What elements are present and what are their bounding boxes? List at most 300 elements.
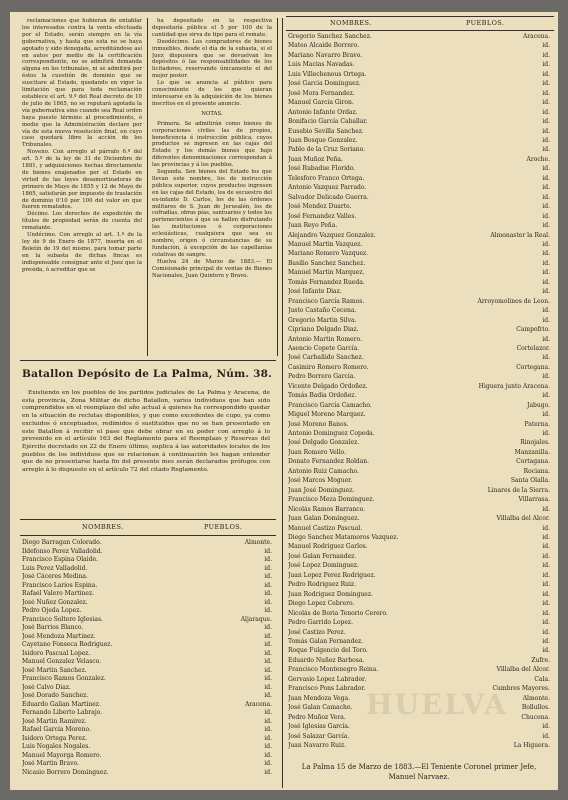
list-item [288,580,550,589]
town-name: id. [542,600,550,608]
person-name: Tomás Badia Ordoñez. [288,392,357,400]
person-name: Tomás Galan Fernandez. [288,638,364,645]
list-item [22,616,272,625]
battalion-title: Batallon Depósito de La Palma, Núm. 38. [22,368,273,380]
town-name: id. [264,564,272,572]
notas-heading: NOTAS. [201,110,223,117]
list-item [288,741,550,750]
town-name: id. [542,184,550,192]
list-item [22,743,272,752]
town-name: id. [264,709,272,716]
person-name: José Rubadue Florido. [288,165,356,173]
person-name: José Nuñez Gonzalez. [22,598,88,606]
paragraph: Segunda. Son bienes del Estado los que llevan este nombre, los de instrucción pública superior, cuyos productos ingresen en las cajas del Estado, los de secuestro del ex-infante D. Carlos, los de las órdenes militares de S. Juan de Jerusalén, los de cofradías, obras pías, santuarios y todos los pertenecientes á que se hallen disfrutando las instituciones ó corporaciones eclesiásticas, cualquiera que sea su nombre, origen ó circunstancias de su fundación, á excepción de las capellanías colativas de sangre. [152,169,272,258]
person-name: José Galan Fernandez. [288,552,357,560]
list-item [288,410,550,419]
list-item [288,429,550,438]
person-name: José Lopez Dominguez. [288,562,359,570]
town-name: id. [542,552,550,560]
person-name: Francisco Soltero Iglesias. [22,615,103,623]
signature-line: La Palma 15 de Marzo de 1883.—El Teniente Coronel primer Jefe, Manuel Narvaez. [301,763,537,781]
paragraph: Noveno. Con arreglo al párrafo 6.º del art. 5.º de la ley de 31 de Diciembre de 1881, y adquisiciones hechas directamente de bienes enajenados por el Estado en virtud de las leyes desamortizadoras de primero de Mayo de 1855 y 12 de Mayo de 1865, satisfarán por impuesto de traslación de dominio 0'10 por 100 del valor en que fueren rematados. [22,149,142,211]
list-item [288,98,550,107]
list-item [288,420,550,429]
list-item [22,684,272,693]
person-name: Juan Mendoza Vega. [288,694,350,702]
person-name: Manuel Mayorga Romero. [22,751,102,759]
person-name: Antonio Vazquez Parrado. [288,184,367,192]
list-item [22,667,272,676]
person-name: José Mendoza Martinez. [22,632,96,640]
town-name: La Higuera. [513,741,550,749]
list-item [288,193,550,202]
town-name: Villalba del Alcor. [496,515,550,523]
list-item [22,769,272,778]
person-name: Miguel Moreno Marquez. [288,411,366,419]
town-name: id. [264,683,272,691]
town-name: id. [542,723,550,731]
town-name: id. [542,430,550,438]
person-name: Francisco Larios Espina. [22,581,98,589]
town-name: Cumbres Mayores. [492,685,550,693]
town-name: id. [264,666,272,674]
person-name: Juan Navarro Ruiz. [288,741,347,749]
list-item [288,628,550,637]
person-name: Salvador Delicado Guerra. [288,193,369,201]
town-name: id. [264,624,272,631]
person-name: José Castizo Perez. [288,628,346,636]
town-name: id. [264,658,272,665]
list-item [288,202,550,211]
list-item [288,221,550,230]
town-name: id. [542,80,550,88]
town-name: id. [542,51,550,59]
town-name: id. [542,590,550,598]
town-name: Chucena. [521,713,550,721]
list-item [288,438,550,447]
town-name: Bollullos. [521,704,550,712]
list-item [288,51,550,60]
person-name: Juan Rodriguez Dominguez. [288,590,373,598]
list-item [22,590,272,599]
person-name: Basilio Sanchez Sanchez. [288,259,366,267]
town-name: id. [542,165,550,173]
person-name: José Garcia Dominguez. [288,80,361,88]
person-name: Nicasio Borrero Dominguez. [22,768,109,776]
person-name: Antonio Martin Romero. [288,335,362,343]
town-name: id. [264,547,272,555]
person-name: Pedro Muñoz Vera. [288,713,346,721]
list-item [288,117,550,126]
town-name: id. [542,609,550,617]
town-name: id. [264,760,272,767]
town-name: Campofrio. [516,326,550,334]
list-item [288,609,550,618]
list-item [22,548,272,557]
town-name: Almonte. [244,539,272,546]
list-item [288,79,550,88]
town-name: id. [542,61,550,69]
person-name: Ildefonso Perez Valladolid. [22,547,103,555]
person-name: Juan Bosque Gonzalez. [288,136,358,144]
list-header-rule-bottom [20,535,276,536]
person-name: Luis Perez Valladolid. [22,564,88,572]
town-name: Arroyomolinos de Leon. [477,297,550,305]
list-item [288,533,550,542]
names-header: NOMBRES. [82,523,124,531]
town-name: id. [542,70,550,78]
list-item [288,505,550,514]
town-name: id. [542,212,550,220]
town-name: id. [542,647,550,655]
town-name: id. [542,392,550,400]
person-name: Bonifacio García Caballar. [288,118,368,126]
list-item [288,665,550,674]
person-name: Gervasio Lopez Labrador. [288,675,367,683]
town-name: Jabugo. [527,401,550,409]
town-name: Santa Olalla. [510,477,550,485]
town-name: id. [542,250,550,258]
town-name: id. [542,288,550,296]
person-name: Eusebio Sevilla Sanchez. [288,127,364,135]
person-name: Nicolás Ramos Barranco. [288,505,366,513]
town-name: id. [542,505,550,513]
town-name: id. [264,649,272,657]
right-header-rule-bottom [286,30,554,31]
list-item [288,212,550,221]
town-name: id. [264,675,272,682]
person-name: Alejandro Vazquez Gonzalez. [288,231,376,239]
town-name: id. [542,269,550,277]
list-item [288,127,550,136]
person-name: Rafael García Moreno. [22,726,91,733]
text-column-2 [152,18,272,356]
column-divider [277,18,278,356]
town-name: Cortelazor. [516,344,550,352]
town-name: id. [264,573,272,580]
person-name: Casimiro Romero Romero. [288,363,369,371]
town-name: id. [264,641,272,648]
list-item [288,155,550,164]
paragraph: Primera. Se admitirán como bienes de corporaciones civiles las de propios, beneficencia é instrucción pública, cuyos productos se ingresen en las cajas del Estado y los demás bienes que bajo diferentes denominaciones correspondan á las provincias y á los pueblos. [152,120,272,169]
town-name: id. [542,638,550,645]
paragraph: reclamaciones que hubieran de entablar los interesados contra la venta efectuada por el Estado, serán siempre en la vía gubernativa, y hasta que esta no se haya agotado y sido denegada, acreditándose así en autos por medio de la certificación correspondiente, no se admitirá demanda alguna en los tribunales, ni se admitirá por éstos la cuestión de dominio que se suscitare al Estado, quedando en vigor la limitación que para toda reclamación establece el art. 9.º del Real decreto de 10 de julio de 1865, no se reputará agotada la vía gubernativa sino cuando sea Real orden haya puesto término al procedimiento, ó medie que la Administración declare por vía de esta nueva resolución final, en cuyo caso quedará libre la acción de los Tribunales. [22,18,142,149]
town-name: Villalba del Alcor. [496,666,550,674]
town-name: id. [542,146,550,154]
list-item [288,174,550,183]
text-column-1 [22,18,142,356]
list-item [288,646,550,655]
list-item [288,268,550,277]
town-name: id. [542,307,550,315]
town-name: id. [542,118,550,126]
list-item [288,656,550,665]
list-item [288,306,550,315]
town-name: id. [542,619,550,627]
list-item [22,556,272,565]
town-name: id. [264,692,272,699]
right-towns-header: PUEBLOS. [466,19,505,27]
list-item [288,391,550,400]
list-item [288,457,550,466]
person-name: Tomás Fernandez Rueda. [288,278,365,286]
person-name: Eduardo Galían Martinez. [22,700,101,708]
town-name: Manzanilla. [514,448,550,456]
town-name: Zufre. [531,656,550,664]
list-item [288,467,550,476]
person-name: Nicolás de Boria Tenorio Cerero. [288,609,388,617]
person-name: Juan Romero Vello. [288,448,346,456]
person-name: José Marcos Moguer. [288,477,353,485]
list-item [288,732,550,741]
person-name: Pedro Borrero García. [288,373,356,381]
paragraph: Duodécimo. Los compradores de bienes inmuebles, desde el día de la subasta, si el Juez dispusiera que se devuelvan los depósitos ó las responsabilidades de los licitadores, reservando únicamente el del mejor postor. [152,38,272,80]
person-name: Manuel Martin Vazquez. [288,240,363,248]
paragraph: Huelva 24 de Marzo de 1883.— El Comisionado principal de ventas de Bienes Nacionales, Juan Quintero y Bravo. [152,258,272,279]
list-item [288,552,550,561]
town-name: id. [542,193,550,201]
list-item [288,183,550,192]
list-item [288,89,550,98]
town-name: id. [264,717,272,725]
list-item [288,316,550,325]
paragraph: Décimo. Los derechos de expedición de títulos de propiedad serán de cuenta del rematante. [22,211,142,232]
list-item [288,297,550,306]
person-name: Manuel Martin Marquez. [288,269,365,277]
person-name: Cipriano Delgado Diaz. [288,326,359,334]
town-name: id. [542,524,550,532]
town-name: id. [542,373,550,381]
town-name: id. [264,632,272,640]
town-name: id. [264,734,272,742]
person-name: José Calvo Diaz. [22,683,71,691]
town-name: id. [542,42,550,50]
list-item [288,561,550,570]
list-item [22,641,272,650]
list-item [22,658,272,667]
person-name: Rafael Valero Martinez. [22,590,95,597]
person-name: Juan Muñoz Peña. [288,155,343,163]
person-name: Diego Barragan Colorado. [22,539,102,546]
town-name: id. [542,562,550,570]
list-item [22,735,272,744]
person-name: José Carbañido Sanchez. [288,354,364,362]
person-name: Antonio Infante Ordaz. [288,108,358,116]
person-name: Fernando Liberto Labrajo. [22,709,103,716]
list-item [288,542,550,551]
person-name: Francisco Meza Dominguez. [288,496,375,504]
column-divider [147,18,148,356]
town-name: Cortagana. [516,458,550,466]
towns-header: PUEBLOS. [204,523,243,531]
list-item [288,382,550,391]
right-column-divider [282,18,283,788]
list-item [22,752,272,761]
list-item [288,70,550,79]
list-item [22,539,272,548]
right-names-header: NOMBRES. [330,19,372,27]
person-name: Roque Fulgencio del Toro. [288,647,368,655]
list-item [22,650,272,659]
paragraph: Undécimo. Con arreglo al art. 1.º de la ley de 9 de Enero de 1877, inserta en el Boletín de 19 del mismo, para tomar parte en la subasta de dichas fincas es indispensable consignar ante el Juez que la presida, ó acreditar que se [22,232,142,273]
person-name: Manuel Rodriguez Garlos. [288,543,368,551]
list-item [288,240,550,249]
town-name: Almonte. [522,694,550,702]
town-name: Rinojales. [520,439,550,447]
town-name: Almonaster la Real. [490,231,550,239]
person-name: Manuel Garcia Giron. [288,99,354,107]
person-name: Isidoro Ortega Perez. [22,734,88,742]
list-item [22,599,272,608]
person-name: José Infante Diaz. [288,288,342,296]
person-name: José Dorado Sanchez. [22,692,89,699]
town-name: id. [542,534,550,542]
list-item [288,287,550,296]
person-name: José Galan Camacho. [288,704,353,712]
person-name: José Mendez Duarte. [288,203,352,211]
person-name: José Martin Bravo. [22,760,79,767]
person-name: Juan José Dominguez. [288,486,355,494]
town-name: Cortegana. [516,363,550,371]
town-name: id. [542,203,550,211]
person-name: Mariano Romero Vazquez. [288,250,369,258]
section-rule [20,360,276,361]
list-item [288,486,550,495]
list-item [288,571,550,580]
person-name: Francisco Ramos Gonzalez. [22,675,106,682]
list-item [288,344,550,353]
right-header-rule-top [286,16,554,17]
person-name: Donato Fernandez Roldan. [288,458,370,466]
town-name: Higuera junto Aracena. [478,382,550,390]
person-name: Juan Lopez Perez Rodriguez. [288,571,376,579]
list-item [288,259,550,268]
list-item [22,760,272,769]
list-item [288,145,550,154]
town-name: id. [542,628,550,636]
town-name: id. [542,335,550,343]
list-header-rule-top [20,519,276,520]
battalion-names-list [22,539,272,777]
list-item [22,675,272,684]
town-name: id. [264,598,272,606]
person-name: Juan Galan Dominguez. [288,515,360,523]
person-name: Francisco García Ramos. [288,297,365,305]
list-item [288,249,550,258]
town-name: id. [542,99,550,107]
list-item [288,136,550,145]
person-name: José Iglesias García. [288,723,350,731]
person-name: José Delgado Gonzalez. [288,439,360,447]
town-name: Cala. [534,675,550,683]
list-item [22,624,272,633]
person-name: Luis Nogales Nogales. [22,743,91,750]
person-name: Manuel Gonzalez Velasco. [22,658,102,665]
person-name: José Moreno Banos. [288,420,349,428]
person-name: José Martin Sanchez. [22,666,87,674]
town-name: id. [542,108,550,116]
town-name: Paterna. [524,420,550,428]
person-name: Diego Lopez Cebrero. [288,600,355,608]
list-item [22,701,272,710]
person-name: José Salazar García. [288,732,350,740]
town-name: id. [542,571,550,579]
newspaper-page [10,12,558,790]
list-item [288,448,550,457]
town-name: id. [542,89,550,97]
list-item [288,372,550,381]
town-name: id. [542,136,550,144]
list-item [288,32,550,41]
person-name: Mateo Alcaide Borrero. [288,42,360,50]
list-item [288,325,550,334]
town-name: id. [542,411,550,419]
person-name: Pedro Garrido Lopez. [288,619,353,627]
person-name: Telesforo Franco Ortega. [288,174,365,182]
library-watermark: HUELVA [366,688,508,721]
list-item [22,692,272,701]
person-name: Francisco Montenegro Reina. [288,666,379,674]
list-item [22,633,272,642]
person-name: Juan Reyo Peña. [288,222,338,230]
town-name: id. [264,556,272,563]
person-name: Isidoro Pascual Lopez. [22,649,91,657]
list-item [288,599,550,608]
person-name: Francisco García Camacho. [288,401,372,409]
list-item [288,514,550,523]
list-item [288,335,550,344]
list-item [288,524,550,533]
town-name: id. [264,581,272,589]
person-name: Antonio Dominguez Copeda. [288,430,375,438]
town-name: id. [542,732,550,740]
list-item [288,164,550,173]
person-name: Francisco Pons Labrador. [288,685,366,693]
list-item [22,726,272,735]
person-name: Pedro Ojeda Lopez. [22,607,82,614]
town-name: id. [542,222,550,230]
list-item [288,675,550,684]
person-name: Vicente Delgado Ordoñez. [288,382,368,390]
person-name: Gregorio Martin Silva. [288,316,357,324]
person-name: Pedro Rodriguez Ruiz. [288,581,356,589]
town-name: id. [542,354,550,362]
person-name: Manuel Castizo Pascual. [288,524,363,532]
list-item [288,363,550,372]
battalion-paragraph: Existiendo en los pueblos de los partidos judiciales de La Palma y Aracena, de esta provincia, Zona Militar de dicho Batallon, varios individuos que han sido comprendidos en el reemplazo del año actual á quienes ha correspondido quedar en la situación de reclutas disponibles, y que como excedentes de cupo, ya como excluidos ó exceptuados, redimidos ó sustituidos que no se han presentado en este Batallon á recibir el pase que debe obrar en su poder con arreglo á lo prevenido en el artículo 163 del Reglamento para el Reemplazo y Reservas del Ejército decretado en 22 de Enero último, suplica á las autoridades locales de los pueblos de los individuos que se relacionan á continuación les hagan entender que de no presentarse hasta fin del presente mes serán declarados prófugos con arreglo á lo dispuesto en el artículo 72 del citado Reglamento. [22,390,270,474]
battalion-body [22,390,270,475]
list-item [288,495,550,504]
town-name: Villarrasa. [518,496,550,504]
paragraph: Lo que se anuncia al público para conocimiento de los que quieran interesarse en la adquisición de los bienes inscritos en el presente anuncio. [152,80,272,107]
person-name: Pablo de la Cruz Soriano. [288,146,366,154]
town-name: id. [264,590,272,597]
person-name: José Cáceres Medina. [22,573,88,580]
person-name: Diego Sanchez Matamoros Vazquez. [288,534,399,542]
town-name: id. [542,543,550,551]
list-item [288,353,550,362]
paragraph: ha depositado en la respectiva depositaría pública el 5 por 100 de la cantidad que sirva de tipo para el remate. [152,18,272,38]
town-name: id. [264,751,272,759]
town-name: Aljaraque. [240,615,272,623]
list-item [288,590,550,599]
list-item [288,60,550,69]
town-name: Linares de la Sierra. [487,486,550,494]
person-name: José Mora Fernandez. [288,89,355,97]
right-names-list [288,32,550,750]
list-item [288,108,550,117]
list-item [288,476,550,485]
